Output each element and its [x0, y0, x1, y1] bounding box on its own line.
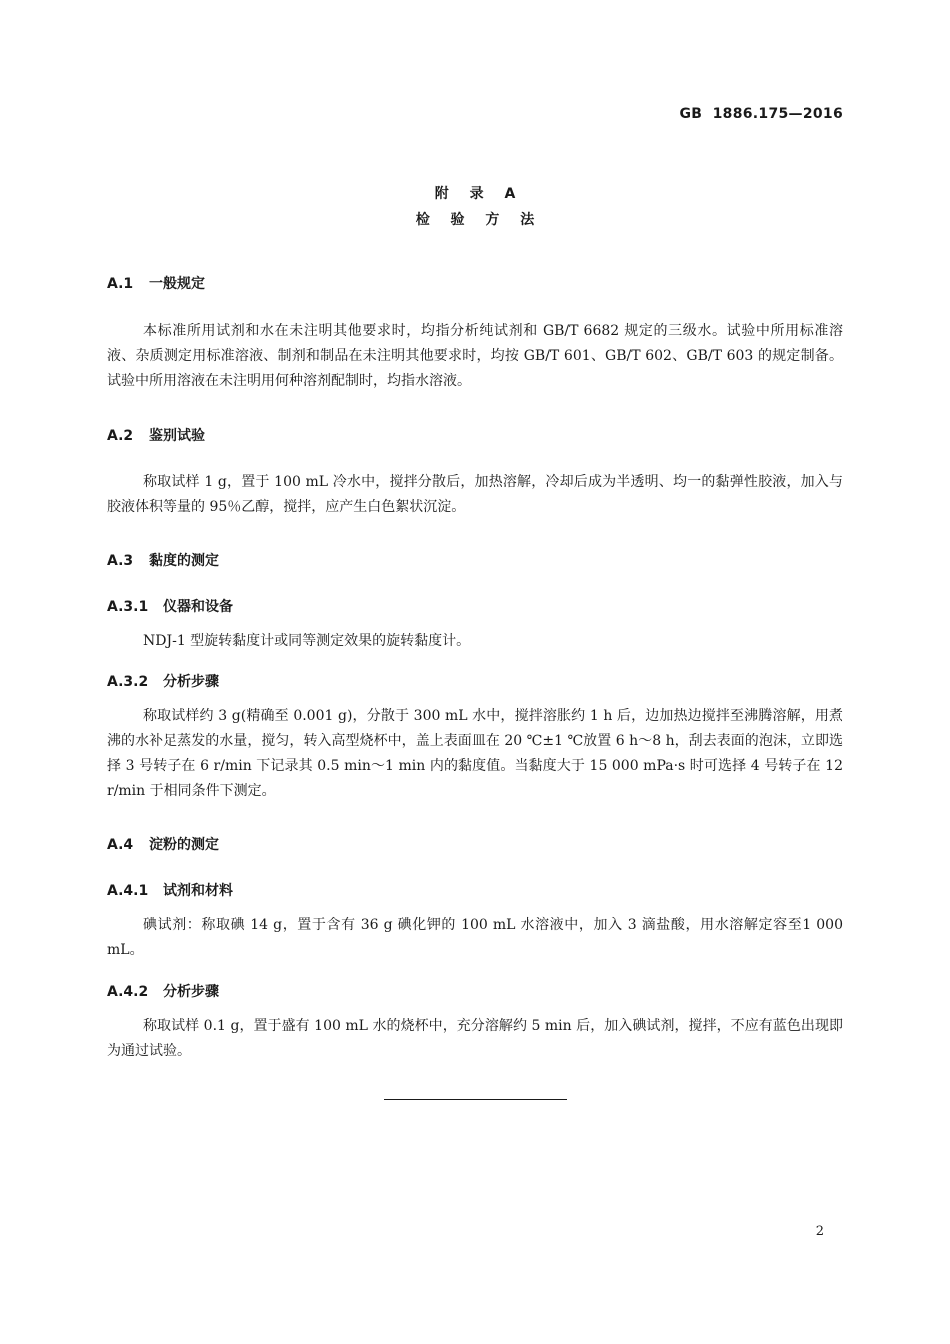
- section-title: 仪器和设备: [163, 599, 233, 615]
- section-heading-a1: [107, 273, 205, 293]
- section-number: A.2: [107, 428, 134, 444]
- section-heading-a4-2: [107, 981, 219, 1001]
- section-heading-a4: [107, 834, 219, 854]
- section-title: 淀粉的测定: [149, 837, 219, 853]
- appendix-title: 检 验 方 法: [415, 212, 543, 228]
- section-heading-a3-2: [107, 671, 219, 691]
- section-title: 黏度的测定: [149, 553, 219, 569]
- section-text-a4-2: 称取试样 0.1 g，置于盛有 100 mL 水的烧杯中，充分溶解约 5 min 后，加入碘试剂，搅拌，不应有蓝色出现即为通过试验。: [107, 1018, 843, 1059]
- standard-prefix: GB: [679, 106, 703, 122]
- section-text-a3-2: 称取试样约 3 g(精确至 0.001 g)，分散于 300 mL 水中，搅拌溶胀约 1 h 后，边加热边搅拌至沸腾溶解，用煮沸的水补足蒸发的水量，搅匀，转入高型烧杯中，盖上表面皿在 20 ℃±1 ℃放置 6 h～8 h，刮去表面的泡沫，立即选择 3 号转子在 6 r/min 下记录其 0.5 min～1 min 内的黏度值。当黏度大于 15 000 mPa·s 时可选择 4 号转子在 12 r/min 于相同条件下测定。: [107, 708, 843, 799]
- section-number: A.4.2: [107, 984, 149, 1000]
- section-number: A.3.2: [107, 674, 149, 690]
- section-title: 鉴别试验: [149, 428, 205, 444]
- section-title: 一般规定: [149, 276, 205, 292]
- section-text-a1: 本标准所用试剂和水在未注明其他要求时，均指分析纯试剂和 GB/T 6682 规定的三级水。试验中所用标准溶液、杂质测定用标准溶液、制剂和制品在未注明其他要求时，均按 GB/T 601、GB/T 602、GB/T 603 的规定制备。试验中所用溶液在未注明用何种溶剂配制时，均指水溶液。: [107, 323, 843, 389]
- section-number: A.3: [107, 553, 134, 569]
- section-title: 分析步骤: [163, 674, 219, 690]
- section-heading-a3-1: [107, 596, 233, 616]
- section-title: 试剂和材料: [163, 883, 233, 899]
- section-number: A.1: [107, 276, 134, 292]
- appendix-label: 附 录 A: [434, 186, 524, 202]
- standard-number: 1886.175—2016: [712, 106, 843, 122]
- section-heading-a3: [107, 550, 219, 570]
- end-rule: [384, 1099, 567, 1100]
- section-text-a3-1: NDJ-1 型旋转黏度计或同等测定效果的旋转黏度计。: [143, 633, 471, 649]
- section-number: A.4: [107, 837, 134, 853]
- section-heading-a4-1: [107, 880, 233, 900]
- section-title: 分析步骤: [163, 984, 219, 1000]
- page-number: 2: [815, 1224, 824, 1239]
- section-number: A.4.1: [107, 883, 149, 899]
- section-text-a4-1: 碘试剂：称取碘 14 g，置于含有 36 g 碘化钾的 100 mL 水溶液中，加入 3 滴盐酸，用水溶解定容至1 000 mL。: [107, 917, 843, 958]
- standard-code: [680, 106, 844, 122]
- section-number: A.3.1: [107, 599, 149, 615]
- section-heading-a2: [107, 425, 205, 445]
- section-text-a2: 称取试样 1 g，置于 100 mL 冷水中，搅拌分散后，加热溶解，冷却后成为半透明、均一的黏弹性胶液，加入与胶液体积等量的 95％乙醇，搅拌，应产生白色絮状沉淀。: [107, 474, 843, 515]
